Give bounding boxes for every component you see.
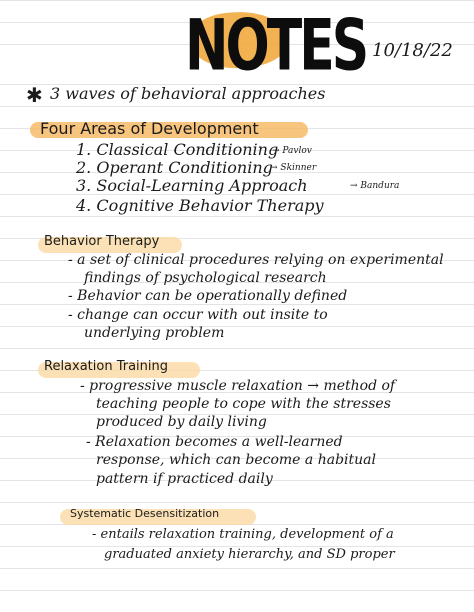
list-item: 1. Classical Conditioning [76,140,279,159]
note-line: - Behavior can be operationally defined [68,288,348,304]
list-item: 4. Cognitive Behavior Therapy [76,196,324,215]
note-line: - change can occur with out insite to [68,307,328,323]
section-heading-behavior-therapy: Behavior Therapy [44,234,160,249]
list-item: 3. Social-Learning Approach [76,176,308,195]
page-title: NOTES [185,6,367,87]
section-heading-systematic-desensitization: Systematic Desensitization [70,507,220,520]
note-line: - progressive muscle relaxation → method of [80,378,396,394]
list-item: 2. Operant Conditioning [76,158,273,177]
note-date: 10/18/22 [372,40,453,61]
header-line: 3 waves of behavioral approaches [50,84,326,103]
list-item-note: → Skinner [270,163,317,173]
note-line: produced by daily living [96,414,267,430]
asterisk-icon: ✱ [26,83,43,107]
margin-rule [0,0,1,612]
note-line: - a set of clinical procedures relying on experimental [68,252,444,268]
note-line: teaching people to cope with the stresses [96,396,391,412]
list-item-note: → Pavlov [272,146,312,156]
note-line: - entails relaxation training, development of a [92,527,394,542]
note-line: graduated anxiety hierarchy, and SD proper [104,547,395,562]
note-line: underlying problem [84,325,225,341]
note-line: response, which can become a habitual [96,452,376,468]
note-line: pattern if practiced daily [96,471,273,487]
title-block [185,4,367,87]
note-line: - Relaxation becomes a well-learned [86,434,343,450]
section-heading-four-areas: Four Areas of Development [40,119,259,138]
list-item-note: → Bandura [350,181,400,191]
note-line: findings of psychological research [84,270,327,286]
section-heading-relaxation-training: Relaxation Training [44,359,169,374]
